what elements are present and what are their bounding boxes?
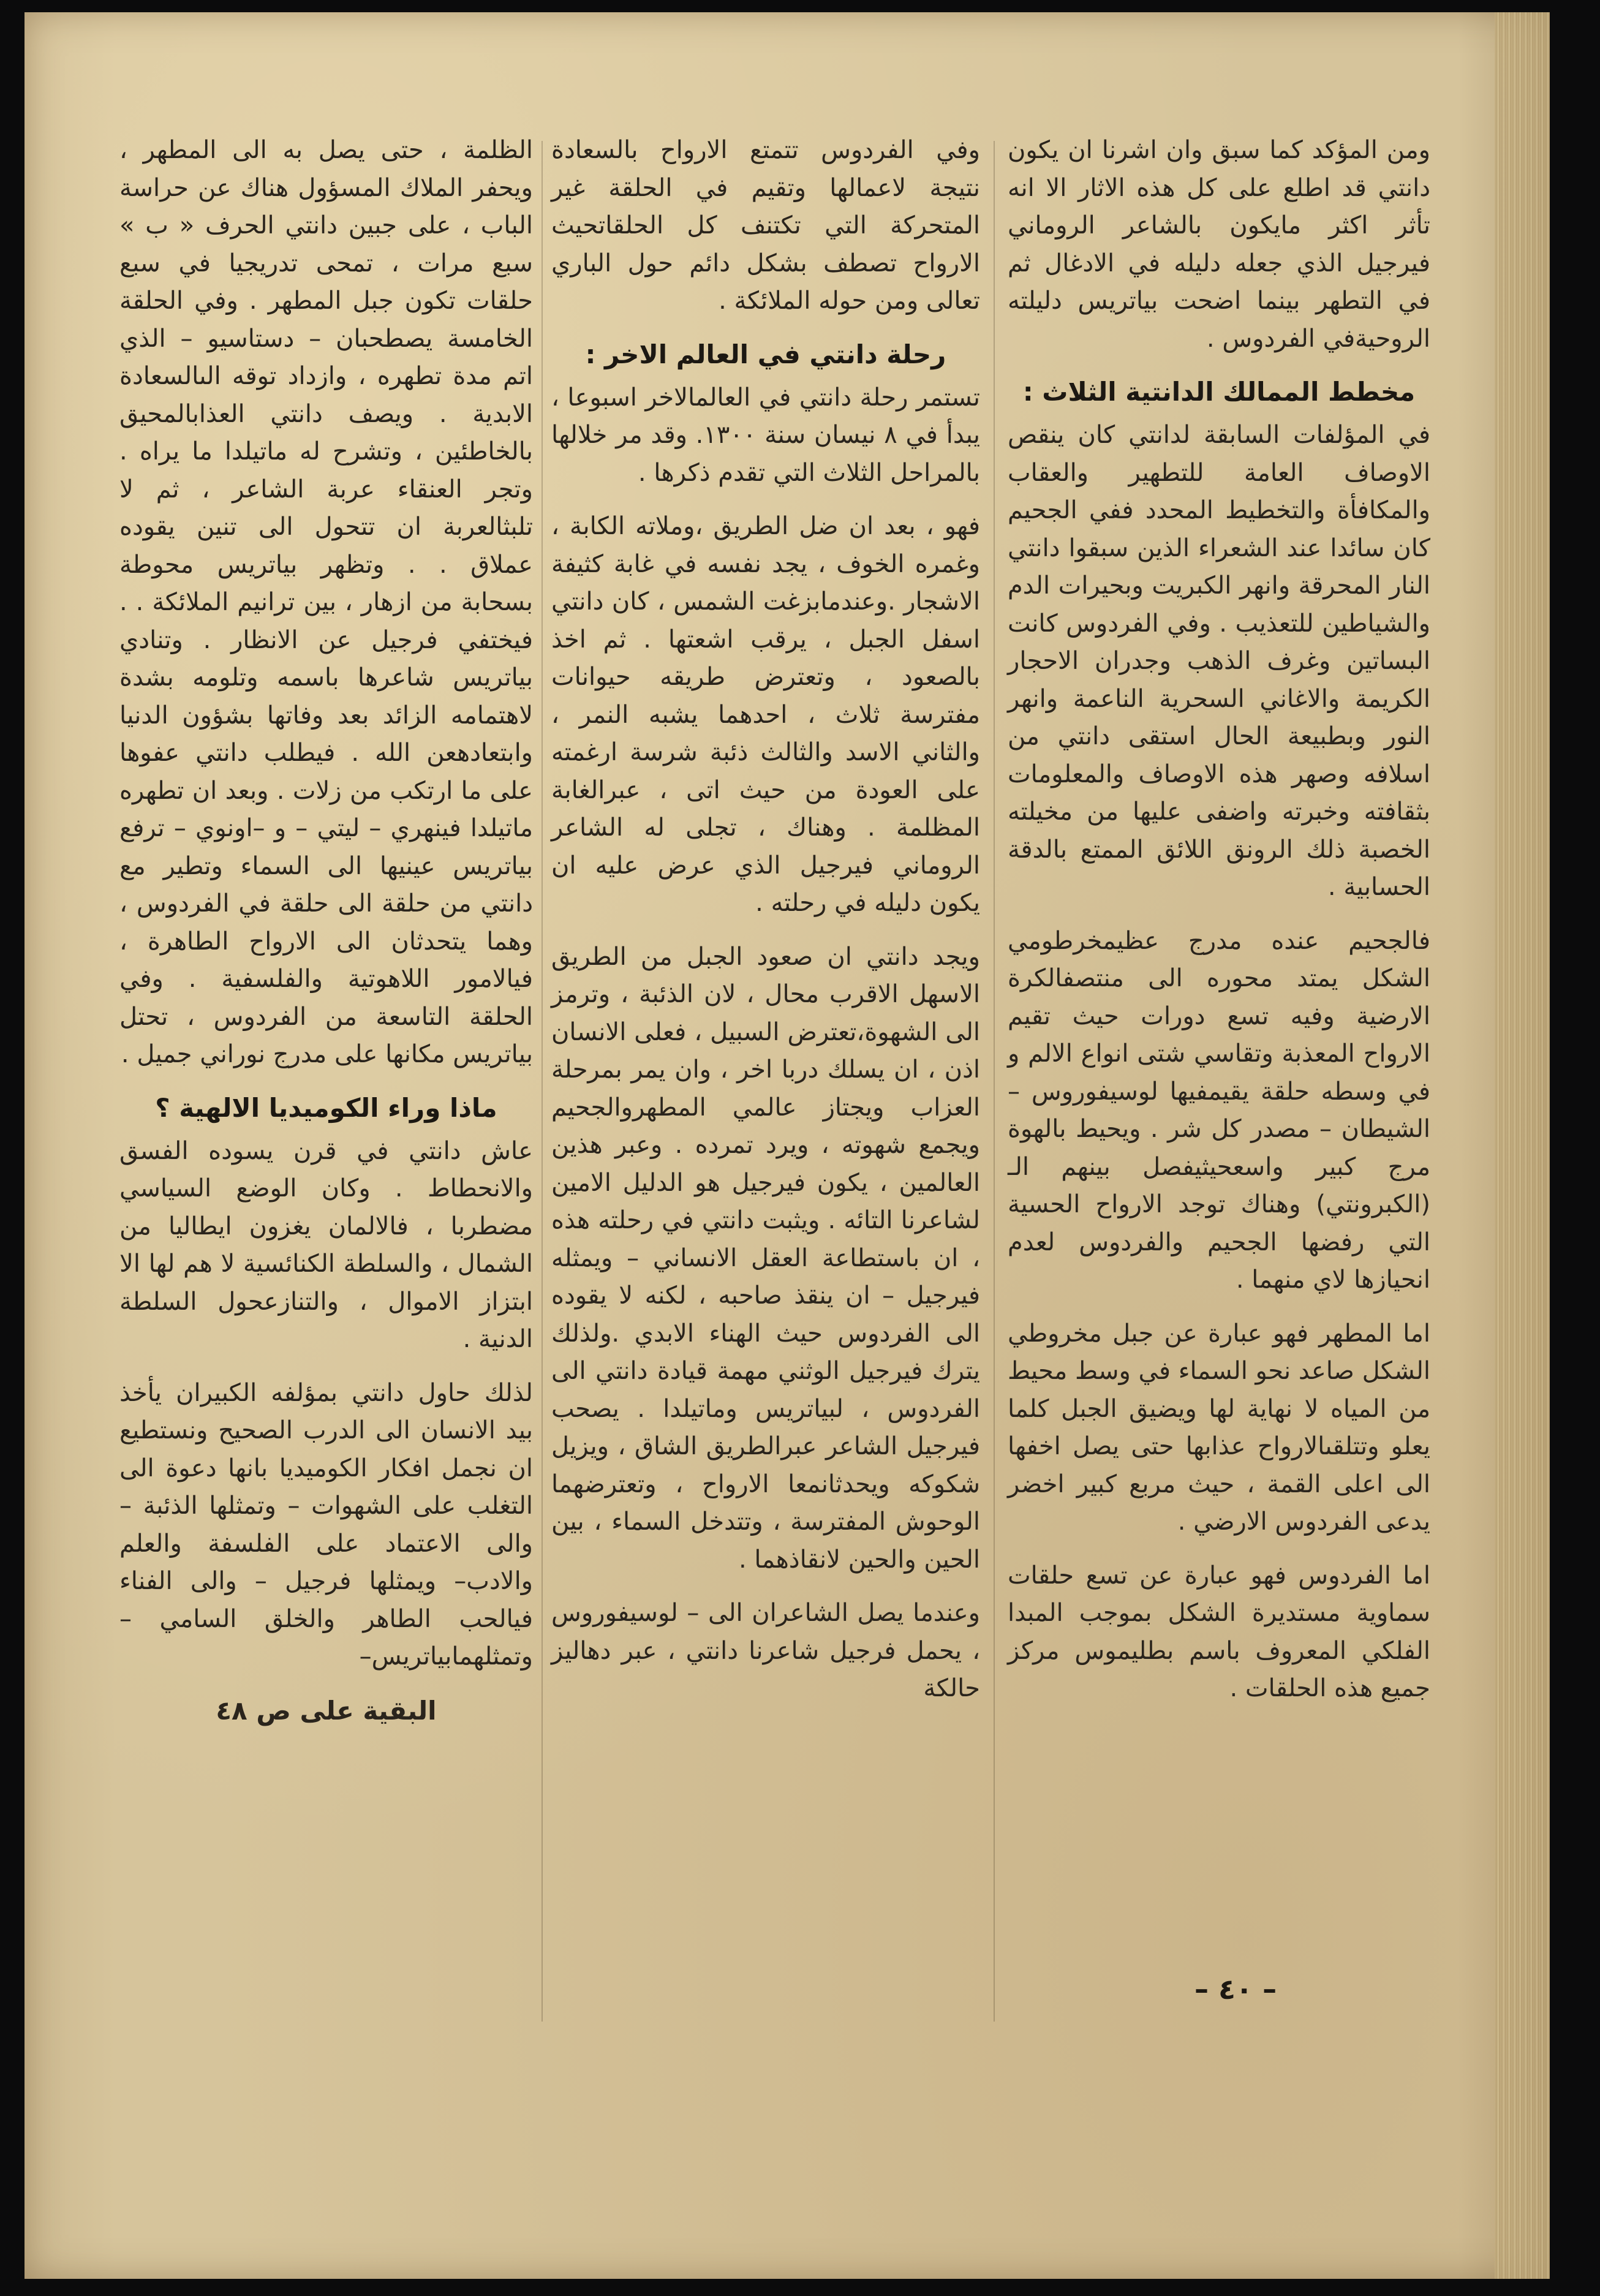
- paragraph: اما الفردوس فهو عبارة عن تسع حلقات سماوية مستديرة الشكل بموجب المبدا الفلكي المعروف باسم بطليموس مركز جميع هذه الحلقات .: [1008, 1561, 1430, 1702]
- column-divider: [542, 141, 543, 2022]
- paragraph: وفي الفردوس تتمتع الارواح بالسعادة نتيجة لاعمالها وتقيم في الحلقة غير المتحركة التي تكتنف كل الحلقاتحيث الارواح تصطف بشكل دائم حول الباري تعالى ومن حوله الملائكة .: [551, 136, 980, 315]
- paragraph: عاش دانتي في قرن يسوده الفسق والانحطاط . وكان الوضع السياسي مضطربا ، فالالمان يغزون ايطاليا من الشمال ، والسلطة الكنائسية لا هم لها الا ابتزاز الاموال ، والتنازعحول السلطة الدنية .: [119, 1136, 533, 1353]
- paragraph: في المؤلفات السابقة لدانتي كان ينقص الاوصاف العامة للتطهير والعقاب والمكافأة والتخطيط المحدد ففي الجحيم كان سائدا عند الشعراء الذين سبقوا دانتي النار المحرقة وانهر الكبريت وبحيرات الدم والشياطين للتعذيب . وفي الفردوس كانت البساتين وغرف الذهب وجدران الاحجار الكريمة والاغاني السحرية الناعمة وانهر النور وبطبيعة الحال استقى دانتي من اسلافه وصهر هذه الاوصاف والمعلومات بثقافته وخبرته واضفى عليها من مخيلته الخصبة ذلك الرونق اللائق الممتع بالدقة الحسابية .: [1008, 421, 1430, 901]
- middle-column: [551, 132, 980, 1724]
- paragraph: لذلك حاول دانتي بمؤلفه الكبيران يأخذ بيد الانسان الى الدرب الصحيح ونستطيع ان نجمل افكار الكوميديا بانها دعوة الى التغلب على الشهوات – وتمثلها الذئبة – والى الاعتماد على الفلسفة والعلم والادب– ويمثلها فرجيل – والى الفناء فيالحب الطاهر والخلق السامي – وتمثلهمابياتريس–: [119, 1378, 533, 1671]
- paragraph: تستمر رحلة دانتي في العالمالاخر اسبوعا ، يبدأ في ٨ نيسان سنة ١٣٠٠. وقد مر خلالها بالمراحل الثلاث التي تقدم ذكرها .: [551, 383, 981, 487]
- section-heading: مخطط الممالك الدانتية الثلاث :: [1022, 377, 1416, 407]
- page-number: – ٤٠ –: [1194, 1973, 1277, 2006]
- paragraph: ويجد دانتي ان صعود الجبل من الطريق الاسهل الاقرب محال ، لان الذئبة ، وترمز الى الشهوة،تعترض السبيل ، فعلى الانسان اذن ، ان يسلك دربا اخر ، وان يمر بمرحلة العزاب ويجتاز عالمي المطهروالجحيم ويجمع شهوته ، ويرد تمرده . وعبر هذين العالمين ، يكون فيرجيل هو الدليل الامين لشاعرنا التائه . ويثبت دانتي في رحلته هذه ، ان باستطاعة العقل الانساني – ويمثله فيرجيل – ان ينقذ صاحبه ، لكنه لا يقوده الى الفردوس حيث الهناء الابدي .ولذلك يترك فيرجيل الوثني مهمة قيادة دانتي الى الفردوس ، لبياتريس وماتيلدا . يصحب فيرجيل الشاعر عبرالطريق الشاق ، ويزيل شكوكه ويحدثانمعا الارواح ، وتعترضهما الوحوش المفترسة ، وتتدخل السماء ، بين الحين والحين لانقاذهما .: [551, 942, 980, 1574]
- section-heading: رحلة دانتي في العالم الاخر :: [585, 339, 946, 369]
- paragraph: ومن المؤكد كما سبق وان اشرنا ان يكون دانتي قد اطلع على كل هذه الاثار الا انه تأثر اكثر مايكون بالشاعر الروماني فيرجيل الذي جعله دليله في الادغال ثم في التطهر بينما اضحت بياتريس دليلته الروحيةفي الفردوس .: [1008, 136, 1430, 353]
- right-column: [1008, 132, 1430, 1724]
- left-column: [119, 132, 533, 1729]
- paragraph: فالجحيم عنده مدرج عظيمخرطومي الشكل يمتد محوره الى منتصفالكرة الارضية وفيه تسع دورات حيث تقيم الارواح المعذبة وتقاسي شتى انواع الالم و في وسطه حلقة يقيمفيها لوسيفوروس – الشيطان – مصدر كل شر . ويحيط بالهوة مرج كبير واسعحيثيفصل بينهم الـ (الكبرونتي) وهناك توجد الارواح الحسية التي رفضها الجحيم والفردوس لعدم انحيازها لاي منهما .: [1008, 926, 1430, 1294]
- paragraph: اما المطهر فهو عبارة عن جبل مخروطي الشكل صاعد نحو السماء في وسط محيط من المياه لا نهاية لها ويضيق الجبل كلما يعلو وتتلقىالارواح عذابها حتى يصل اخفها الى اعلى القمة ، حيث مربع كبير اخضر يدعى الفردوس الارضي .: [1008, 1319, 1430, 1536]
- paragraph: وعندما يصل الشاعران الى – لوسيفوروس ، يحمل فرجيل شاعرنا دانتي ، عبر دهاليز حالكة: [551, 1599, 980, 1702]
- page-edge: [1495, 12, 1550, 2279]
- column-divider: [994, 141, 995, 2022]
- paragraph: فهو ، بعد ان ضل الطريق ،وملاته الكابة ، وغمره الخوف ، يجد نفسه في غابة كثيفة الاشجار .وعندمابزغت الشمس ، كان دانتي اسفل الجبل ، يرقب اشعتها . ثم اخذ بالصعود ، وتعترض طريقه حيوانات مفترسة ثلاث ، احدهما يشبه النمر ، والثاني الاسد والثالث ذئبة شرسة ارغمته على العودة من حيث اتى ، عبرالغابة المظلمة . وهناك ، تجلى له الشاعر الروماني فيرجيل الذي عرض عليه ان يكون دليله في رحلته .: [551, 512, 980, 917]
- continued-note: البقية على ص ٤٨: [216, 1695, 437, 1726]
- paragraph: الظلمة ، حتى يصل به الى المطهر ، ويحفر الملاك المسؤول هناك عن حراسة الباب ، على جبين دانتي الحرف « ب » سبع مرات ، تمحى تدريجيا في سبع حلقات تكون جبل المطهر . وفي الحلقة الخامسة يصطحبان – دستاسيو – الذي اتم مدة تطهره ، وازداد توقه الىالسعادة الابدية . ويصف دانتي العذابالمحيق بالخاطئين ، وتشرح له ماتيلدا ما يراه . وتجر العنقاء عربة الشاعر ، ثم لا تلبثالعربة ان تتحول الى تنين يقوده عملاق . . وتظهر بياتريس محوطة بسحابة من ازهار ، بين ترانيم الملائكة . . فيختفي فرجيل عن الانظار . وتنادي بياتريس شاعرها باسمه وتلومه بشدة لاهتمامه الزائد بعد وفاتها بشؤون الدنيا وابتعادهعن الله . فيطلب دانتي عفوها على ما ارتكب من زلات . وبعد ان تطهره ماتيلدا فينهري – ليتي – و –اونوي – ترفع بياتريس عينيها الى السماء وتطير مع دانتي من حلقة الى حلقة في الفردوس ، وهما يتحدثان الى الارواح الطاهرة ، فيالامور اللاهوتية والفلسفية . وفي الحلقة التاسعة من الفردوس ، تحتل بياتريس مكانها على مدرج نوراني جميل .: [119, 136, 533, 1068]
- section-heading: ماذا وراء الكوميديا الالهية ؟: [155, 1092, 497, 1123]
